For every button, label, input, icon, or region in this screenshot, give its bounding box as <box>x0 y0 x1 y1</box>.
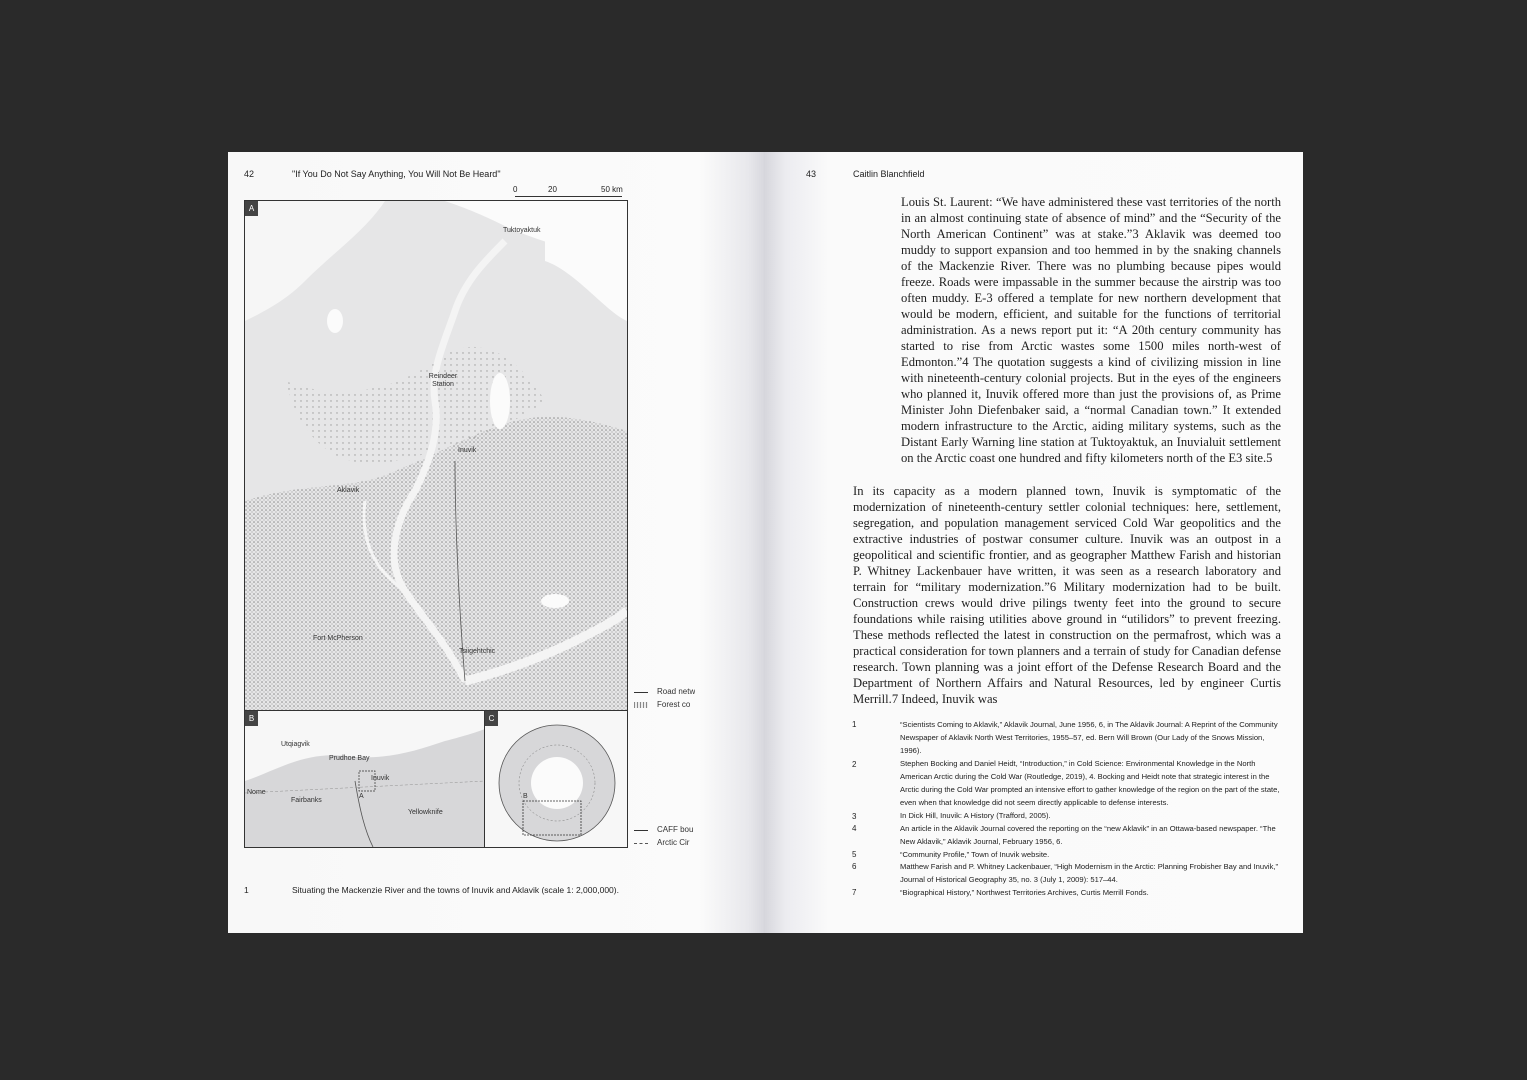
footnote-text: “Community Profile,” Town of Inuvik website. <box>900 850 1050 859</box>
footnote-num: 4 <box>852 824 857 833</box>
map-b-tag: B <box>245 711 258 726</box>
footnote-text: An article in the Aklavik Journal covered the reporting on the “new Aklavik” in an Ottawa-based newspaper. “The New Aklavik,” Aklavik Journal, February 1956, 6. <box>900 824 1276 846</box>
map-b-place-0: Utqiagvik <box>281 741 310 748</box>
map-a-place-2: Inuvik <box>458 447 477 454</box>
body-paragraph-text: In its capacity as a modern planned town, Inuvik is symptomatic of the modernization of nineteenth-century settler colonial techniques: here, settlement, segregation, and population management serviced Cold War geopolitics and the extractive industries of postwar consumer culture. Inuvik was an outpost in a geopolitical and scientific frontier, and as geographer Matthew Farish and historian P. Whitney Lackenbauer have written, it was seen as a research laboratory and terrain for “military modernization.”6 Military modernization had to be built. Construction crews would drive pilings twenty feet into the ground to secure foundations while raising utilities above ground in “utilidors” to prevent freezing. These methods reflected the latest in construction on the permafrost, which was a practical consideration for town planners and a terrain of study for Canadian defense research. Town planning was a joint effort of the Defense Research Board and the Department of Northern Affairs and Natural Resources, led by engineer Curtis Merrill.7 Indeed, Inuvik was <box>853 484 1281 706</box>
footnote-num: 6 <box>852 862 857 871</box>
map-a-place-5: Tsiigehtchic <box>459 648 496 655</box>
legend-arctic: Arctic Cir <box>657 838 690 847</box>
map-c-terrain <box>485 711 627 847</box>
map-c <box>484 710 628 848</box>
map-a-place-0: Tuktoyaktuk <box>503 227 541 234</box>
legend-forest-swatch <box>634 702 648 708</box>
footnote-text: Stephen Bocking and Daniel Heidt, “Introduction,” in Cold Science: Environmental Knowledge in the North American Arctic during the Cold War (Routledge, 2019), 4. Bocking and Heidt note that strategic interest in the Arctic during the Cold War prompted an intensive effort to gather knowledge of the region on the part of the state, even when that knowledge did not seem directly applicable to defense interests. <box>900 759 1280 807</box>
scale-end: 50 km <box>601 185 623 194</box>
legend-road-line <box>634 692 648 693</box>
map-b-place-6: Yellowknife <box>408 809 443 816</box>
running-title-right: Caitlin Blanchfield <box>853 169 925 179</box>
legend-road: Road netw <box>657 687 695 696</box>
left-page <box>228 152 764 933</box>
scale-bar-line <box>515 196 622 197</box>
figure-caption: Situating the Mackenzie River and the towns of Inuvik and Aklavik (scale 1: 2,000,000). <box>292 885 619 895</box>
running-title-left: "If You Do Not Say Anything, You Will Not Be Heard" <box>292 169 501 179</box>
map-a <box>244 200 628 712</box>
footnote-text: Matthew Farish and P. Whitney Lackenbauer, “High Modernism in the Arctic: Planning Frobisher Bay and Inuvik,” Journal of Historical Geography 35, no. 3 (July 1, 2009): 517–44. <box>900 862 1279 884</box>
legend-caff: CAFF bou <box>657 825 694 834</box>
map-b-place-2: Inuvik <box>371 775 390 782</box>
map-c-place-0: B <box>523 793 528 800</box>
footnote-num: 5 <box>852 850 857 859</box>
map-b-place-4: Fairbanks <box>291 797 322 804</box>
map-b-place-1: Prudhoe Bay <box>329 755 370 762</box>
footnote-text: In Dick Hill, Inuvik: A History (Trafford, 2005). <box>900 811 1051 820</box>
map-c-tag: C <box>485 711 498 726</box>
map-a-place-4: Fort McPherson <box>313 635 363 642</box>
scale-mid: 20 <box>548 185 557 194</box>
map-a-place-1: Reindeer Station <box>428 373 458 388</box>
legend-arctic-line <box>634 843 648 844</box>
map-b-terrain <box>245 711 485 847</box>
footnote-num: 1 <box>852 720 857 729</box>
map-a-place-3: Aklavik <box>337 487 360 494</box>
open-book <box>228 152 1303 933</box>
block-quote <box>901 194 1281 466</box>
footnote-text: “Scientists Coming to Aklavik,” Aklavik Journal, June 1956, 6, in The Aklavik Journal: A Reprint of the Community Newspaper of Aklavik North West Territories, 1955–57, ed. Bern Will Brown (Our Lady of the Snows Mission, 1996). <box>900 720 1278 755</box>
right-page <box>764 152 1303 933</box>
map-b <box>244 710 486 848</box>
map-b-place-5: A <box>359 793 364 800</box>
footnote-num: 2 <box>852 760 857 769</box>
block-quote-text: Louis St. Laurent: “We have administered these vast territories of the north in an almost continuing state of absence of mind” and the “Security of the North American Continent” was at stake.”3 Aklavik was deemed too muddy to support expansion and too hemmed in by the snaking channels of the Mackenzie River. There was no plumbing because pipes would freeze. Roads were impassable in the summer because the airstrip was too often muddy. E-3 offered a template for new northern development that would be modern, efficient, and suitable for the functions of territorial administration. As a news report put it: “A 20th century community has started to rise from Arctic wastes some 1500 miles north-west of Edmonton.”4 The quotation suggests a kind of civilizing mission in line with nineteenth-century colonial projects. But in the eyes of the engineers who planned it, Inuvik offered more than just the provisions of, as Prime Minister John Diefenbaker said, a “normal Canadian town.” It extended modern infrastructure to the Arctic, aiding military systems, such as the Distant Early Warning line station at Tuktoyaktuk, an Inuvialuit settlement on the Arctic coast one hundred and fifty kilometers north of the E3 site.5 <box>901 195 1281 465</box>
legend-forest: Forest co <box>657 700 691 709</box>
footnote-num: 3 <box>852 812 857 821</box>
page-number-left: 42 <box>244 169 255 179</box>
figure-number: 1 <box>244 885 249 895</box>
legend-caff-line <box>634 830 648 831</box>
page-number-right: 43 <box>806 169 817 179</box>
footnote-num: 7 <box>852 888 857 897</box>
map-a-terrain <box>245 201 627 711</box>
body-paragraph <box>853 483 1281 707</box>
map-b-place-3: Nome <box>247 789 266 796</box>
scale-zero: 0 <box>513 185 518 194</box>
map-a-tag: A <box>245 201 258 216</box>
footnote-text: “Biographical History,” Northwest Territories Archives, Curtis Merrill Fonds. <box>900 888 1149 897</box>
